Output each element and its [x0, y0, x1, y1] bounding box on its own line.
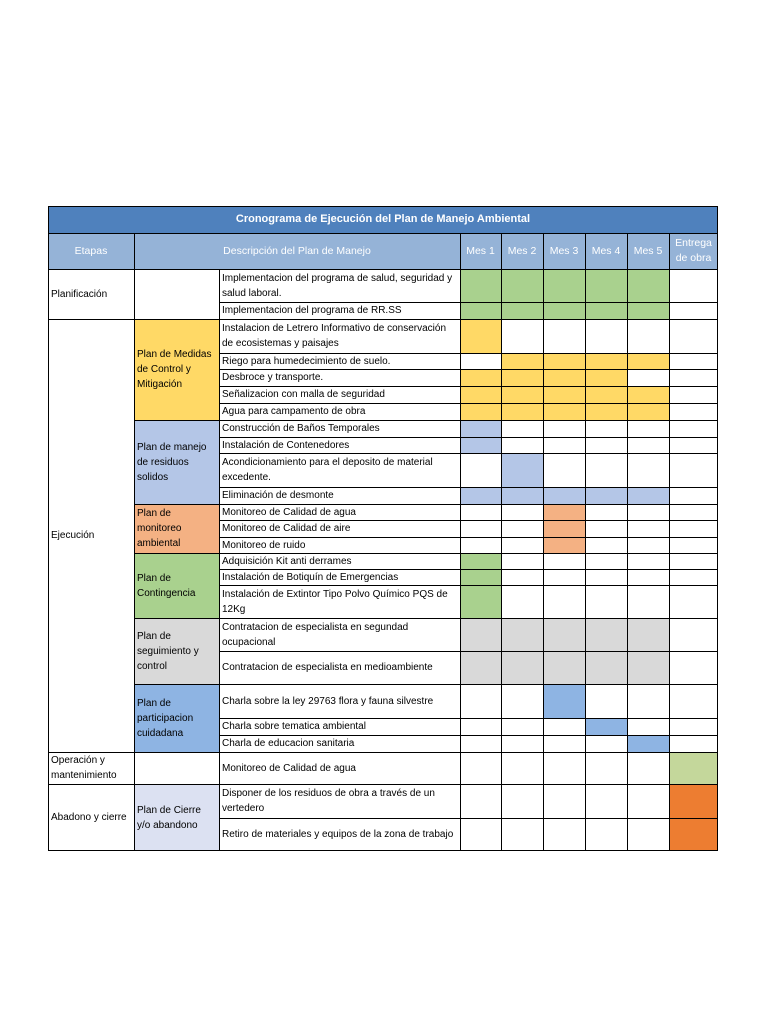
schedule-cell-empty [669, 585, 718, 618]
schedule-cell-empty [543, 784, 585, 818]
schedule-cell-filled [501, 487, 543, 504]
stage-cell: Ejecución [51, 530, 95, 541]
schedule-cell-empty [501, 420, 543, 437]
activity-description: Contratacion de especialista en medioambiente [222, 662, 433, 673]
schedule-cell-filled [627, 269, 669, 302]
grid-line [669, 269, 670, 851]
schedule-cell-filled [627, 618, 669, 651]
schedule-cell-empty [501, 504, 543, 520]
grid-line [134, 553, 718, 554]
schedule-cell-empty [543, 420, 585, 437]
schedule-cell-empty [543, 752, 585, 784]
schedule-cell-empty [627, 585, 669, 618]
schedule-cell-filled [585, 618, 627, 651]
schedule-cell-filled [460, 585, 501, 618]
schedule-cell-empty [501, 752, 543, 784]
grid-line [134, 618, 718, 619]
schedule-cell-empty [669, 353, 718, 369]
schedule-cell-empty [669, 437, 718, 453]
schedule-cell-empty [669, 684, 718, 718]
schedule-cell-empty [460, 453, 501, 487]
header-descripcion: Descripción del Plan de Manejo [134, 233, 460, 269]
schedule-cell-filled [627, 302, 669, 319]
schedule-cell-filled [543, 618, 585, 651]
header-etapas: Etapas [48, 233, 134, 269]
schedule-cell-empty [669, 718, 718, 735]
schedule-cell-filled [501, 386, 543, 403]
grid-line [627, 233, 628, 269]
activity-description: Instalación de Extintor Tipo Polvo Químico PQS de 12Kg [222, 588, 448, 615]
grid-line [460, 269, 461, 851]
grid-line [219, 369, 718, 370]
schedule-cell-empty [501, 735, 543, 752]
schedule-cell-filled [669, 784, 718, 818]
schedule-cell-empty [627, 684, 669, 718]
schedule-cell-empty [669, 420, 718, 437]
schedule-cell-filled [501, 618, 543, 651]
activity-description: Adquisición Kit anti derrames [222, 555, 352, 567]
schedule-cell-empty [669, 618, 718, 651]
schedule-cell-empty [460, 818, 501, 851]
schedule-cell-filled [669, 752, 718, 784]
header-mes-5: Mes 5 [627, 233, 669, 269]
schedule-cell-empty [585, 504, 627, 520]
schedule-cell-empty [460, 784, 501, 818]
schedule-cell-empty [585, 437, 627, 453]
schedule-cell-empty [543, 818, 585, 851]
schedule-cell-empty [460, 537, 501, 553]
schedule-cell-filled [543, 386, 585, 403]
stage-cell: Planificación [51, 288, 108, 300]
schedule-cell-empty [585, 585, 627, 618]
schedule-cell-empty [501, 784, 543, 818]
schedule-cell-filled [585, 353, 627, 369]
schedule-cell-empty [460, 718, 501, 735]
schedule-cell-filled [543, 520, 585, 537]
grid-line [627, 269, 628, 851]
schedule-cell-filled [669, 818, 718, 851]
activity-description: Instalacion de Letrero Informativo de conservación de ecosistemas y paisajes [222, 323, 447, 349]
schedule-cell-empty [543, 718, 585, 735]
grid-line [219, 537, 718, 538]
schedule-cell-filled [627, 353, 669, 369]
grid-line [48, 850, 718, 851]
schedule-cell-filled [460, 553, 501, 569]
activity-description: Retiro de materiales y equipos de la zona de trabajo [222, 829, 454, 840]
grid-line [219, 487, 718, 488]
grid-line [48, 233, 718, 234]
header-mes-3: Mes 3 [543, 233, 585, 269]
grid-line [219, 403, 718, 404]
schedule-cell-filled [543, 369, 585, 386]
grid-line [219, 651, 718, 652]
schedule-cell-filled [460, 369, 501, 386]
grid-line [585, 269, 586, 851]
schedule-cell-filled [627, 735, 669, 752]
grid-line [219, 569, 718, 570]
plan-cell: Plan de Contingencia [134, 553, 219, 618]
schedule-cell-filled [460, 420, 501, 437]
grid-line [134, 684, 718, 685]
schedule-cell-empty [627, 369, 669, 386]
schedule-cell-empty [460, 353, 501, 369]
plan-cell: Plan de Medidas de Control y Mitigación [134, 319, 219, 420]
schedule-cell-filled [543, 684, 585, 718]
schedule-cell-empty [501, 818, 543, 851]
schedule-cell-empty [501, 684, 543, 718]
schedule-cell-empty [669, 735, 718, 752]
schedule-cell-empty [501, 553, 543, 569]
schedule-cell-empty [627, 453, 669, 487]
schedule-cell-filled [501, 302, 543, 319]
schedule-cell-empty [543, 553, 585, 569]
schedule-cell-filled [543, 302, 585, 319]
grid-line [219, 735, 718, 736]
grid-line [501, 269, 502, 851]
schedule-cell-empty [627, 537, 669, 553]
activity-description: Charla de educacion sanitaria [222, 738, 355, 749]
grid-line [48, 206, 49, 851]
schedule-cell-empty [501, 537, 543, 553]
grid-line [219, 453, 718, 454]
schedule-cell-filled [543, 504, 585, 520]
schedule-cell-empty [501, 437, 543, 453]
schedule-cell-empty [460, 735, 501, 752]
plan-cell: Plan de participacion cuidadana [134, 684, 219, 752]
schedule-cell-empty [669, 453, 718, 487]
activity-description: Monitoreo de Calidad de agua [222, 506, 356, 518]
activity-description: Instalación de Contenedores [222, 439, 350, 451]
schedule-cell-empty [669, 302, 718, 319]
schedule-cell-filled [585, 302, 627, 319]
schedule-cell-filled [627, 651, 669, 684]
header-mes-4: Mes 4 [585, 233, 627, 269]
schedule-cell-empty [585, 537, 627, 553]
schedule-cell-empty [627, 569, 669, 585]
schedule-cell-filled [501, 353, 543, 369]
activity-description: Implementacion del programa de RR.SS [222, 305, 402, 316]
activity-description: Construcción de Baños Temporales [222, 423, 380, 434]
grid-line [543, 269, 544, 851]
grid-line [219, 269, 220, 851]
schedule-cell-empty [585, 453, 627, 487]
table-title: Cronograma de Ejecución del Plan de Manejo Ambiental [48, 206, 718, 233]
schedule-cell-empty [543, 319, 585, 353]
schedule-cell-empty [501, 718, 543, 735]
grid-line [219, 585, 718, 586]
schedule-cell-empty [501, 319, 543, 353]
grid-line [219, 718, 718, 719]
schedule-cell-empty [585, 420, 627, 437]
schedule-cell-filled [627, 386, 669, 403]
activity-description: Eliminación de desmonte [222, 490, 334, 501]
schedule-cell-empty [627, 504, 669, 520]
plan-cell: Plan de manejo de residuos solidos [134, 420, 219, 504]
schedule-cell-empty [627, 718, 669, 735]
schedule-cell-filled [585, 718, 627, 735]
schedule-cell-filled [460, 437, 501, 453]
schedule-cell-filled [460, 319, 501, 353]
schedule-cell-empty [501, 585, 543, 618]
schedule-cell-filled [501, 651, 543, 684]
plan-cell: Plan de Cierre y/o abandono [134, 784, 219, 851]
schedule-cell-filled [627, 487, 669, 504]
schedule-cell-empty [585, 520, 627, 537]
grid-line [585, 233, 586, 269]
schedule-cell-empty [669, 651, 718, 684]
schedule-cell-filled [585, 369, 627, 386]
schedule-cell-empty [585, 735, 627, 752]
grid-line [669, 233, 670, 269]
schedule-cell-filled [460, 487, 501, 504]
schedule-cell-empty [627, 818, 669, 851]
schedule-cell-empty [669, 403, 718, 420]
schedule-cell-filled [460, 386, 501, 403]
grid-line [460, 233, 461, 269]
schedule-cell-empty [585, 569, 627, 585]
grid-line [134, 504, 718, 505]
activity-description: Monitoreo de Calidad de aire [222, 523, 351, 534]
schedule-cell-empty [669, 569, 718, 585]
schedule-cell-empty [543, 437, 585, 453]
schedule-cell-filled [543, 353, 585, 369]
schedule-cell-empty [627, 752, 669, 784]
schedule-cell-empty [669, 269, 718, 302]
schedule-cell-empty [669, 319, 718, 353]
schedule-cell-empty [585, 752, 627, 784]
plan-cell: Plan de monitoreo ambiental [134, 504, 219, 553]
grid-line [543, 233, 544, 269]
grid-line [48, 319, 718, 320]
grid-line [219, 386, 718, 387]
schedule-cell-empty [669, 369, 718, 386]
activity-description: Agua para campamento de obra [222, 406, 366, 417]
schedule-cell-empty [669, 553, 718, 569]
grid-line [134, 233, 135, 269]
schedule-cell-filled [543, 651, 585, 684]
plan-cell: Plan de seguimiento y control [134, 618, 219, 684]
schedule-cell-filled [460, 651, 501, 684]
schedule-cell-empty [627, 784, 669, 818]
schedule-cell-empty [585, 818, 627, 851]
schedule-cell-filled [460, 269, 501, 302]
schedule-cell-empty [543, 735, 585, 752]
schedule-cell-empty [627, 553, 669, 569]
activity-description: Riego para humedecimiento de suelo. [222, 355, 391, 367]
schedule-cell-filled [460, 302, 501, 319]
schedule-cell-empty [627, 420, 669, 437]
grid-line [219, 818, 718, 819]
schedule-cell-filled [501, 453, 543, 487]
schedule-cell-filled [501, 403, 543, 420]
schedule-cell-empty [585, 684, 627, 718]
header-entrega-obra: Entrega de obra [669, 233, 718, 269]
schedule-cell-empty [669, 520, 718, 537]
schedule-cell-empty [627, 520, 669, 537]
schedule-cell-empty [585, 784, 627, 818]
schedule-cell-filled [543, 403, 585, 420]
grid-line [219, 302, 718, 303]
schedule-cell-empty [460, 504, 501, 520]
grid-line [48, 269, 718, 270]
grid-line [501, 233, 502, 269]
schedule-cell-filled [585, 403, 627, 420]
header-mes-1: Mes 1 [460, 233, 501, 269]
schedule-cell-empty [585, 553, 627, 569]
grid-line [48, 784, 718, 785]
grid-line [219, 437, 718, 438]
schedule-cell-filled [543, 487, 585, 504]
header-mes-2: Mes 2 [501, 233, 543, 269]
schedule-cell-empty [627, 437, 669, 453]
schedule-cell-filled [585, 651, 627, 684]
schedule-cell-empty [501, 569, 543, 585]
grid-line [48, 752, 718, 753]
schedule-cell-empty [627, 319, 669, 353]
schedule-cell-filled [585, 487, 627, 504]
activity-description: Disponer de los residuos de obra a través de un vertedero [222, 788, 435, 814]
grid-line [48, 206, 718, 207]
schedule-cell-empty [460, 520, 501, 537]
activity-description: Acondicionamiento para el deposito de material excedente. [222, 457, 433, 483]
schedule-cell-empty [501, 520, 543, 537]
schedule-cell-filled [585, 269, 627, 302]
schedule-cell-filled [543, 269, 585, 302]
activity-description: Instalación de Botiquín de Emergencias [222, 571, 399, 583]
schedule-cell-filled [627, 403, 669, 420]
grid-line [219, 520, 718, 521]
schedule-cell-empty [669, 386, 718, 403]
grid-line [134, 420, 718, 421]
schedule-cell-empty [543, 569, 585, 585]
activity-description: Monitoreo de ruido [222, 539, 306, 551]
stage-cell: Abadono y cierre [51, 812, 127, 823]
schedule-cell-filled [501, 369, 543, 386]
activity-description: Charla sobre la ley 29763 flora y fauna silvestre [222, 695, 434, 707]
schedule-cell-filled [585, 386, 627, 403]
activity-description: Implementacion del programa de salud, seguridad y salud laboral. [222, 272, 453, 299]
activity-description: Señalizacion con malla de seguridad [222, 389, 385, 400]
schedule-cell-empty [669, 537, 718, 553]
schedule-cell-empty [585, 319, 627, 353]
schedule-cell-filled [543, 537, 585, 553]
activity-description: Charla sobre tematica ambiental [222, 721, 366, 732]
schedule-cell-filled [460, 403, 501, 420]
activity-description: Monitoreo de Calidad de agua [222, 762, 356, 774]
grid-line [219, 353, 718, 354]
schedule-cell-empty [543, 585, 585, 618]
schedule-cell-empty [543, 453, 585, 487]
activity-description: Contratacion de especialista en segundad ocupacional [222, 621, 409, 648]
schedule-cell-empty [460, 684, 501, 718]
schedule-cell-filled [460, 569, 501, 585]
schedule-cell-filled [501, 269, 543, 302]
schedule-cell-empty [669, 487, 718, 504]
stage-cell: Operación y mantenimiento [51, 755, 117, 781]
schedule-cell-empty [460, 752, 501, 784]
grid-line [134, 269, 135, 851]
activity-description: Desbroce y transporte. [222, 372, 324, 383]
schedule-table [48, 206, 718, 851]
schedule-cell-filled [460, 618, 501, 651]
schedule-cell-empty [669, 504, 718, 520]
